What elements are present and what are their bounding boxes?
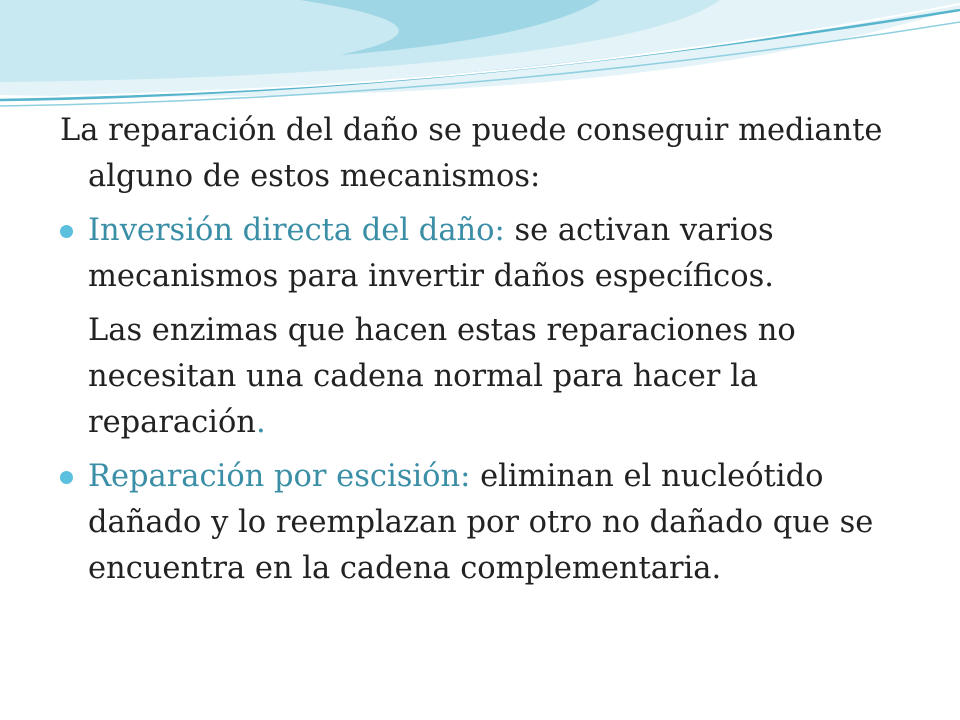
- bullet-item-escision: [60, 454, 920, 592]
- slide-body: [60, 108, 920, 600]
- bullet-item-inversion: [60, 208, 920, 300]
- sub-paragraph: [60, 308, 920, 446]
- bullet-text: se activan varios mecanismos para invertir daños específicos.: [88, 213, 774, 294]
- bullet-term: Inversión directa del daño:: [88, 213, 505, 248]
- bullet-term: Reparación por escisión:: [88, 459, 471, 494]
- intro-paragraph: La reparación del daño se puede conseguir mediante alguno de estos mecanismos:: [60, 113, 883, 194]
- sub-paragraph-period: .: [255, 405, 266, 440]
- sub-paragraph-text: Las enzimas que hacen estas reparaciones no necesitan una cadena normal para hacer la reparación: [88, 313, 796, 440]
- bullet-text: eliminan el nucleótido dañado y lo reemplazan por otro no dañado que se encuentra en la cadena complementaria.: [88, 459, 874, 586]
- bullet-dot-icon: [60, 225, 73, 238]
- bullet-dot-icon: [60, 471, 73, 484]
